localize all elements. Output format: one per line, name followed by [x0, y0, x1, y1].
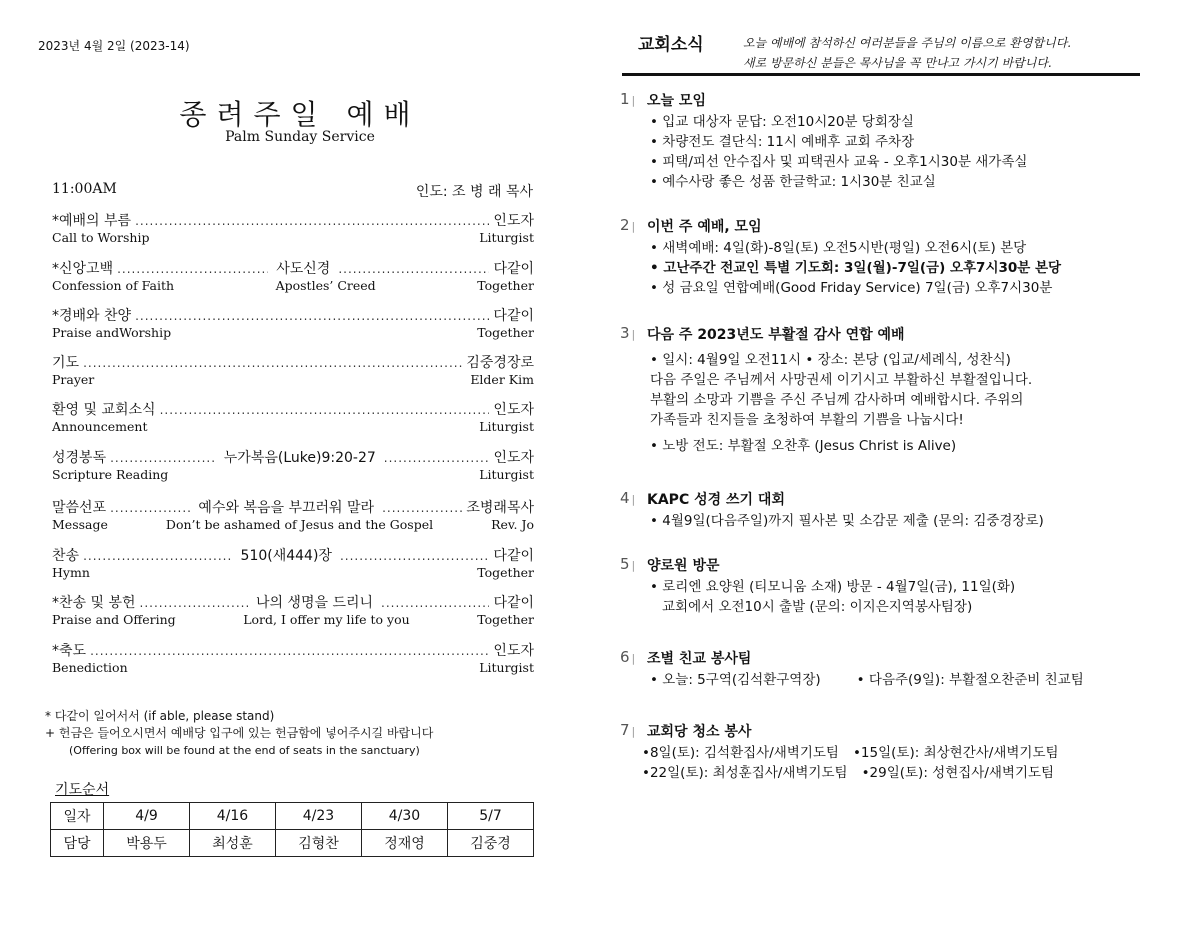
leader-dots: [135, 214, 489, 228]
order-item-name-en: Prayer: [52, 372, 95, 387]
prayer-schedule-table: [50, 802, 534, 857]
order-item-name: *찬송 및 봉헌: [52, 595, 136, 611]
table-cell: 일자: [51, 803, 104, 830]
order-item-english: [52, 278, 534, 293]
order-item-english: [52, 660, 534, 675]
list-item: • 차량전도 결단식: 11시 예배후 교회 주차장: [650, 132, 1180, 152]
order-item-role-en: Together: [477, 278, 534, 293]
table-cell: 4/30: [362, 803, 448, 830]
table-cell: 4/16: [190, 803, 276, 830]
order-item-name-en: Hymn: [52, 565, 90, 580]
order-item-english: [52, 372, 534, 387]
order-item-role: 다같이: [493, 261, 535, 277]
cleaning-entry: •15일(토): 최상현간사/새벽기도팀: [852, 745, 1059, 761]
leader-dots: [110, 451, 216, 465]
section-heading: 조별 친교 봉사팀: [647, 651, 752, 667]
list-item: • 노방 전도: 부활절 오찬후 (Jesus Christ is Alive): [650, 436, 1180, 456]
order-item-name: 기도: [52, 355, 80, 371]
order-item-name-en: Benediction: [52, 660, 128, 675]
news-heading: 교회소식: [638, 35, 704, 55]
table-cell: 김중경: [448, 830, 534, 857]
order-item: [52, 447, 534, 482]
order-item-korean: [52, 305, 534, 325]
order-item: [52, 210, 534, 245]
order-item-role-en: Liturgist: [479, 419, 534, 434]
order-item-english: [52, 325, 534, 340]
order-item-korean: [52, 258, 534, 278]
order-item: [52, 305, 534, 340]
table-cell: 최성훈: [190, 830, 276, 857]
divider: [622, 73, 1140, 76]
order-item-english: [52, 517, 534, 532]
order-item-detail-en: Don’t be ashamed of Jesus and the Gospel: [165, 517, 434, 532]
table-row: [51, 803, 534, 830]
welcome-message: [743, 33, 1071, 73]
order-item: [52, 399, 534, 434]
list-item: • 일시: 4월9일 오전11시 • 장소: 본당 (입교/세례식, 성찬식): [650, 350, 1180, 370]
leader-dots: [90, 644, 489, 658]
order-item-role-en: Liturgist: [479, 230, 534, 245]
order-item-name: *신앙고백: [52, 261, 114, 277]
order-item-role-en: Rev. Jo: [491, 517, 534, 532]
order-item-name-en: Message: [52, 517, 108, 532]
list-item: • 로리엔 요양원 (티모니움 소재) 방문 - 4월7일(금), 11일(화): [650, 577, 1180, 597]
order-item-role: 김중경장로: [466, 355, 534, 371]
leader-dots: [384, 451, 490, 465]
order-item-detail: 예수와 복음을 부끄러워 말라: [198, 500, 375, 516]
order-item-name-en: Call to Worship: [52, 230, 150, 245]
order-item-name: 찬송: [52, 548, 80, 564]
leader-dots: [160, 403, 490, 417]
service-time: 11:00AM: [52, 181, 117, 197]
list-item: • 입교 대상자 문답: 오전10시20분 당회장실: [650, 112, 1180, 132]
prayer-schedule-title: 기도순서: [55, 782, 110, 798]
news-section-4: [620, 489, 1180, 531]
order-item-name: 성경봉독: [52, 450, 107, 466]
order-item: [52, 640, 534, 675]
list-item-continued: 교회에서 오전10시 출발 (문의: 이지은지역봉사팀장): [662, 599, 973, 615]
news-section-7: [620, 721, 1180, 783]
section-number: 1 |: [620, 90, 635, 108]
order-item-detail-en: Apostles’ Creed: [275, 278, 376, 293]
cleaning-entry: •8일(토): 김석환집사/새벽기도팀: [642, 745, 839, 761]
section-number: 5 |: [620, 555, 635, 573]
order-item-role: 다같이: [493, 308, 534, 324]
order-item: [52, 258, 534, 293]
order-item-name-en: Confession of Faith: [52, 278, 175, 293]
stand-note: * 다같이 일어서서 (if able, please stand): [45, 709, 275, 723]
table-cell: 담당: [51, 830, 104, 857]
news-section-3: [620, 324, 1180, 456]
order-item-detail-en: Lord, I offer my life to you: [243, 612, 410, 627]
order-item-name-en: Praise andWorship: [52, 325, 172, 340]
section-heading: 다음 주 2023년도 부활절 감사 연합 예배: [647, 327, 905, 343]
table-cell: 4/9: [104, 803, 190, 830]
order-item-detail: 510(새444)장: [240, 548, 332, 564]
section-number: 4 |: [620, 489, 635, 507]
order-item-role-en: Together: [477, 325, 534, 340]
order-item-role: 조병래목사: [466, 500, 534, 516]
section-heading: 이번 주 예배, 모임: [647, 219, 762, 235]
paragraph-line: 부활의 소망과 기쁨을 주신 주님께 감사하며 예배합시다. 주위의: [650, 392, 1024, 408]
order-item-role: 인도자: [493, 450, 535, 466]
paragraph-line: 가족들과 친지들을 초청하여 부활의 기쁨을 나눕시다!: [650, 412, 964, 428]
order-item-role-en: Liturgist: [479, 660, 534, 675]
offering-note: + 헌금은 들어오시면서 예배당 입구에 있는 헌금함에 넣어주시길 바랍니다: [45, 726, 434, 740]
table-row: [51, 830, 534, 857]
service-leader: 인도: 조 병 래 목사: [415, 184, 533, 200]
section-heading: KAPC 성경 쓰기 대회: [647, 492, 785, 508]
order-item-korean: [52, 352, 534, 372]
list-item: • 고난주간 전교인 특별 기도회: 3일(월)-7일(금) 오후7시30분 본당: [650, 258, 1180, 278]
order-item-name: *예배의 부름: [52, 213, 132, 229]
list-item: • 다음주(9일): 부활절오찬준비 친교팀: [857, 670, 1084, 690]
section-number: 2 |: [620, 216, 635, 234]
news-section-1: [620, 90, 1180, 192]
order-item-korean: [52, 640, 534, 660]
order-item-role: 인도자: [493, 402, 534, 418]
section-number: 6 |: [620, 648, 635, 666]
order-item: [52, 592, 534, 627]
order-item-role: 인도자: [493, 213, 534, 229]
order-item-name: *경배와 찬양: [52, 308, 132, 324]
order-item-english: [52, 419, 534, 434]
notes: [45, 708, 433, 759]
leader-dots: [135, 309, 489, 323]
order-item-name: *축도: [52, 643, 87, 659]
leader-dots: [140, 596, 248, 610]
cleaning-entry: •22일(토): 최성훈집사/새벽기도팀: [642, 765, 848, 781]
order-item-detail: 누가복음(Luke)9:20-27: [223, 450, 376, 466]
table-cell: 박용두: [104, 830, 190, 857]
section-heading: 교회당 청소 봉사: [647, 724, 752, 740]
order-item-name: 말씀선포: [52, 500, 107, 516]
church-news-page: [600, 0, 1200, 929]
welcome-line: 오늘 예배에 참석하신 여러분들을 주님의 이름으로 환영합니다.: [743, 36, 1072, 50]
section-heading: 양로원 방문: [647, 558, 720, 574]
leader-dots: [381, 596, 489, 610]
order-item-detail: 사도신경: [276, 261, 331, 277]
section-number: 7 |: [620, 721, 635, 739]
leader-dots: [83, 356, 462, 370]
list-item: • 4월9일(다음주일)까지 필사본 및 소감문 제출 (문의: 김중경장로): [650, 511, 1180, 531]
bulletin-date: 2023년 4월 2일 (2023-14): [38, 39, 190, 53]
leader-dots: [117, 262, 268, 276]
order-item-korean: [52, 497, 534, 517]
leader-dots: [340, 549, 489, 563]
order-item-english: [52, 467, 534, 482]
table-cell: 4/23: [276, 803, 362, 830]
section-number: 3 |: [620, 324, 635, 342]
order-item-english: [52, 565, 534, 580]
order-item: [52, 497, 534, 532]
order-item-korean: [52, 399, 534, 419]
list-item: • 성 금요일 연합예배(Good Friday Service) 7일(금) 오후7시30분: [650, 278, 1180, 298]
welcome-line: 새로 방문하신 분들은 목사님을 꼭 만나고 가시기 바랍니다.: [743, 56, 1052, 70]
order-item-detail: 나의 생명을 드리니: [255, 595, 374, 611]
order-item-role: 다같이: [493, 595, 535, 611]
order-item-name-en: Announcement: [52, 419, 148, 434]
paragraph-line: 다음 주일은 주님께서 사망권세 이기시고 부활하신 부활절입니다.: [650, 372, 1033, 388]
leader-dots: [83, 549, 232, 563]
order-item-name-en: Praise and Offering: [52, 612, 176, 627]
table-cell: 김형찬: [276, 830, 362, 857]
order-item-korean: [52, 545, 534, 565]
service-title: 종려주일 예배: [179, 98, 421, 131]
offering-note-en: (Offering box will be found at the end of seats in the sanctuary): [69, 744, 420, 757]
leader-dots: [338, 262, 489, 276]
order-item: [52, 545, 534, 580]
news-section-2: [620, 216, 1180, 298]
section-heading: 오늘 모임: [647, 93, 706, 109]
list-item: • 예수사랑 좋은 성품 한글학교: 1시30분 친교실: [650, 172, 1180, 192]
leader-dots: [110, 501, 190, 515]
order-item: [52, 352, 534, 387]
news-section-5: [620, 555, 1180, 617]
leader-dots: [382, 501, 462, 515]
order-item-role: 다같이: [493, 548, 534, 564]
news-section-6: [620, 648, 1180, 690]
order-item-role-en: Together: [477, 565, 534, 580]
order-item-korean: [52, 592, 534, 612]
order-item-role-en: Elder Kim: [470, 372, 534, 387]
order-item-english: [52, 230, 534, 245]
list-item: • 오늘: 5구역(김석환구역장): [650, 670, 821, 690]
order-item-role-en: Liturgist: [479, 467, 534, 482]
table-cell: 5/7: [448, 803, 534, 830]
table-cell: 정재영: [362, 830, 448, 857]
order-item-name: 환영 및 교회소식: [52, 402, 156, 418]
order-item-korean: [52, 210, 534, 230]
order-item-korean: [52, 447, 534, 467]
cleaning-entry: •29일(토): 성현집사/새벽기도팀: [861, 765, 1055, 781]
order-item-name-en: Scripture Reading: [52, 467, 169, 482]
order-item-role: 인도자: [493, 643, 534, 659]
list-item: • 새벽예배: 4일(화)-8일(토) 오전5시반(평일) 오전6시(토) 본당: [650, 238, 1180, 258]
service-subtitle: Palm Sunday Service: [225, 129, 375, 145]
list-item: • 피택/피선 안수집사 및 피택권사 교육 - 오후1시30분 새가족실: [650, 152, 1180, 172]
order-item-english: [52, 612, 534, 627]
order-item-role-en: Together: [477, 612, 534, 627]
